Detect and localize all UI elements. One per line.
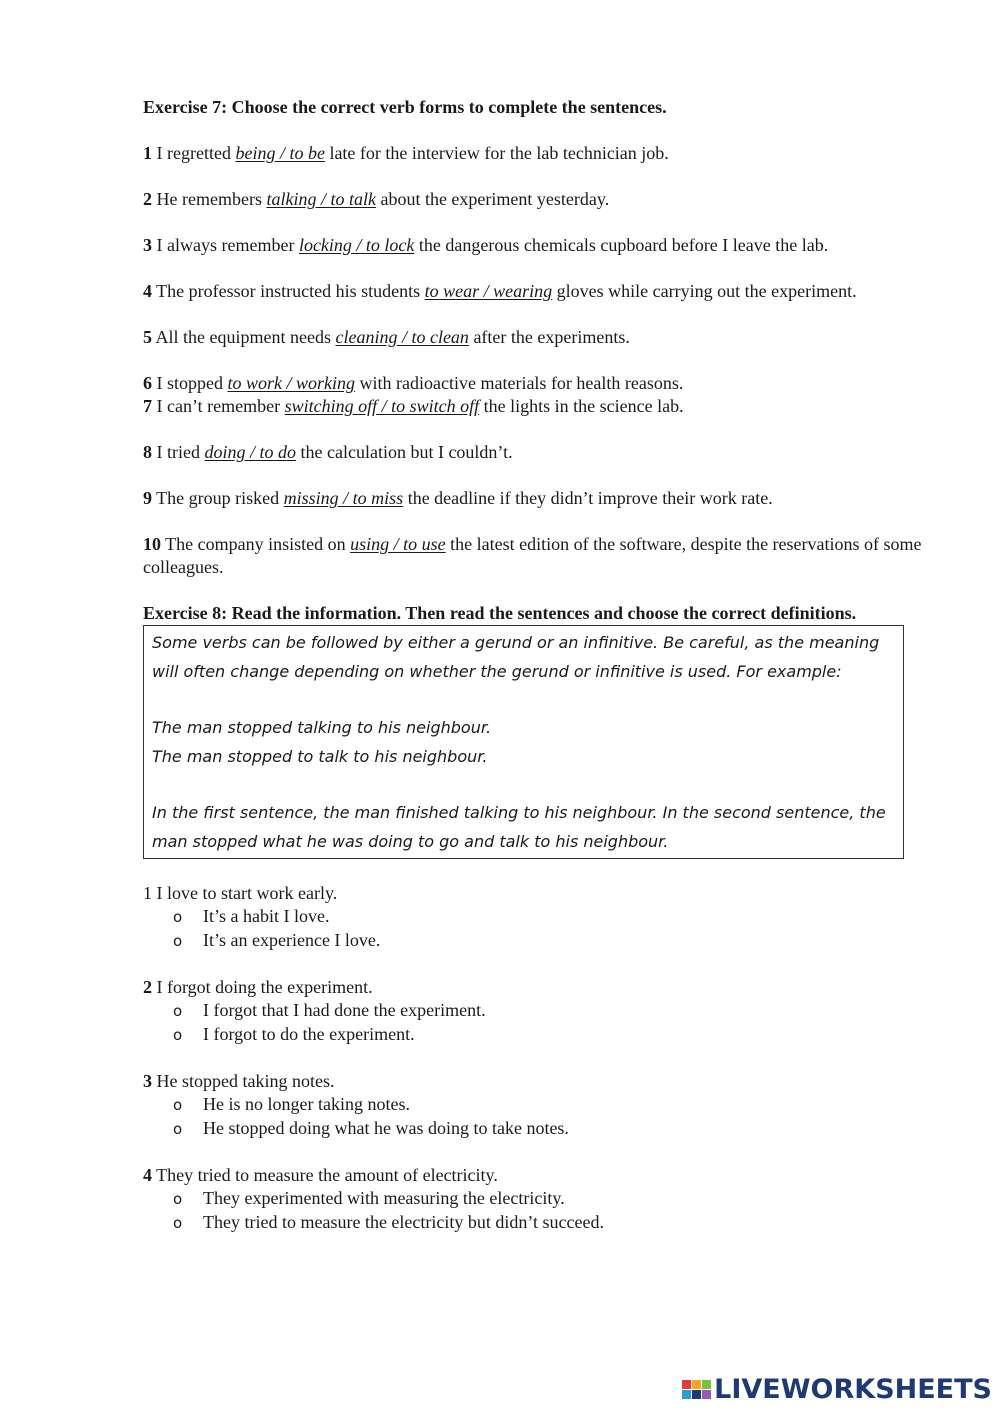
logo-square: [682, 1390, 691, 1399]
radio-circle-icon[interactable]: o: [173, 932, 183, 950]
answer-choice[interactable]: missing / to miss: [283, 488, 404, 508]
sentence-part: the latest edition of the software, despite the reservations of some colleagues.: [143, 534, 922, 577]
option: [173, 905, 923, 929]
logo-square: [692, 1390, 701, 1399]
logo-text: LIVEWORKSHEETS: [714, 1374, 992, 1405]
option-label[interactable]: I forgot to do the experiment.: [203, 1024, 415, 1044]
answer-choice[interactable]: doing / to do: [204, 442, 296, 462]
item-number: 10: [143, 534, 161, 554]
radio-circle-icon[interactable]: o: [173, 1214, 183, 1232]
liveworksheets-logo: [682, 1374, 992, 1405]
option: [173, 1023, 923, 1047]
sentence-part: I can’t remember: [152, 396, 285, 416]
option-label[interactable]: They tried to measure the electricity but didn’t succeed.: [203, 1212, 605, 1232]
sentence-part: The professor instructed his students: [152, 281, 425, 301]
info-explanation: In the first sentence, the man finished talking to his neighbour. In the second sentence, the man stopped what he was doing to go and talk to his neighbour.: [152, 803, 886, 851]
ex7-item-2: [143, 188, 923, 211]
logo-square: [702, 1390, 711, 1399]
ex7-item-8: [143, 441, 923, 464]
sentence-part: I regretted: [152, 143, 236, 163]
logo-grid-icon: [682, 1380, 711, 1399]
answer-choice[interactable]: switching off / to switch off: [284, 396, 480, 416]
option-list: [143, 1187, 923, 1235]
sentence-part: the calculation but I couldn’t.: [296, 442, 513, 462]
logo-square: [702, 1380, 711, 1389]
sentence-part: I tried: [152, 442, 205, 462]
answer-choice[interactable]: to wear / wearing: [424, 281, 553, 301]
question-sentence: I love to start work early.: [152, 883, 338, 903]
option-label[interactable]: It’s a habit I love.: [203, 906, 330, 926]
sentence-part: the deadline if they didn’t improve their work rate.: [403, 488, 773, 508]
question-text: [143, 1070, 923, 1093]
radio-circle-icon[interactable]: o: [173, 1026, 183, 1044]
item-number: 1: [143, 883, 152, 903]
option-label[interactable]: He stopped doing what he was doing to take notes.: [203, 1118, 569, 1138]
question-text: [143, 976, 923, 999]
worksheet: [143, 96, 923, 1235]
radio-circle-icon[interactable]: o: [173, 908, 183, 926]
item-number: 5: [143, 327, 152, 347]
option-list: [143, 1093, 923, 1141]
exercise-7-title: Exercise 7: Choose the correct verb forms to complete the sentences.: [143, 97, 667, 117]
ex8-question-4: [143, 1164, 923, 1235]
item-number: 3: [143, 1071, 152, 1091]
ex7-item-10: [143, 533, 923, 579]
logo-square: [682, 1380, 691, 1389]
exercise-8-title: Exercise 8: Read the information. Then read the sentences and choose the correct definitions.: [143, 603, 857, 623]
info-box: [143, 625, 904, 859]
sentence-part: I stopped: [152, 373, 228, 393]
item-number: 3: [143, 235, 152, 255]
info-example-2: The man stopped to talk to his neighbour.: [152, 747, 488, 766]
item-number: 4: [143, 1165, 152, 1185]
radio-circle-icon[interactable]: o: [173, 1002, 183, 1020]
sentence-part: after the experiments.: [468, 327, 630, 347]
sentence-part: the lights in the science lab.: [479, 396, 684, 416]
question-text: [143, 882, 923, 905]
sentence-part: gloves while carrying out the experiment.: [552, 281, 857, 301]
answer-choice[interactable]: being / to be: [235, 143, 325, 163]
ex8-question-3: [143, 1070, 923, 1141]
answer-choice[interactable]: locking / to lock: [298, 235, 415, 255]
radio-circle-icon[interactable]: o: [173, 1120, 183, 1138]
option-label[interactable]: I forgot that I had done the experiment.: [203, 1000, 486, 1020]
question-sentence: I forgot doing the experiment.: [152, 977, 373, 997]
option: [173, 1211, 923, 1235]
option-list: [143, 905, 923, 953]
ex8-question-1: [143, 882, 923, 953]
question-text: [143, 1164, 923, 1187]
item-number: 7: [143, 396, 152, 416]
sentence-part: with radioactive materials for health reasons.: [355, 373, 684, 393]
option-label[interactable]: He is no longer taking notes.: [203, 1094, 410, 1114]
ex7-item-7: [143, 395, 923, 418]
sentence-part: The group risked: [152, 488, 284, 508]
item-number: 2: [143, 189, 152, 209]
answer-choice[interactable]: to work / working: [227, 373, 356, 393]
ex7-item-4: [143, 280, 923, 303]
sentence-part: He remembers: [152, 189, 267, 209]
sentence-part: All the equipment needs: [152, 327, 336, 347]
item-number: 2: [143, 977, 152, 997]
item-number: 9: [143, 488, 152, 508]
answer-choice[interactable]: talking / to talk: [266, 189, 376, 209]
radio-circle-icon[interactable]: o: [173, 1096, 183, 1114]
option-list: [143, 999, 923, 1047]
item-number: 1: [143, 143, 152, 163]
option: [173, 1187, 923, 1211]
sentence-part: I always remember: [152, 235, 299, 255]
sentence-part: the dangerous chemicals cupboard before I leave the lab.: [414, 235, 829, 255]
info-paragraph: Some verbs can be followed by either a gerund or an infinitive. Be careful, as the meaning will often change depending on whether the gerund or infinitive is used. For example:: [152, 633, 880, 681]
radio-circle-icon[interactable]: o: [173, 1190, 183, 1208]
answer-choice[interactable]: using / to use: [350, 534, 446, 554]
sentence-part: late for the interview for the lab technician job.: [324, 143, 669, 163]
info-example-1: The man stopped talking to his neighbour.: [152, 718, 492, 737]
item-number: 8: [143, 442, 152, 462]
option: [173, 1093, 923, 1117]
option: [173, 999, 923, 1023]
ex7-item-6: [143, 372, 923, 395]
option-label[interactable]: It’s an experience I love.: [203, 930, 381, 950]
ex7-item-1: [143, 142, 923, 165]
sentence-part: The company insisted on: [161, 534, 351, 554]
ex8-question-2: [143, 976, 923, 1047]
question-sentence: He stopped taking notes.: [152, 1071, 335, 1091]
answer-choice[interactable]: cleaning / to clean: [335, 327, 469, 347]
question-sentence: They tried to measure the amount of electricity.: [152, 1165, 498, 1185]
item-number: 4: [143, 281, 152, 301]
option: [173, 1117, 923, 1141]
ex7-item-5: [143, 326, 923, 349]
logo-square: [692, 1380, 701, 1389]
ex7-item-3: [143, 234, 923, 257]
sentence-part: about the experiment yesterday.: [375, 189, 610, 209]
ex7-item-9: [143, 487, 923, 510]
option: [173, 929, 923, 953]
item-number: 6: [143, 373, 152, 393]
option-label[interactable]: They experimented with measuring the electricity.: [203, 1188, 565, 1208]
